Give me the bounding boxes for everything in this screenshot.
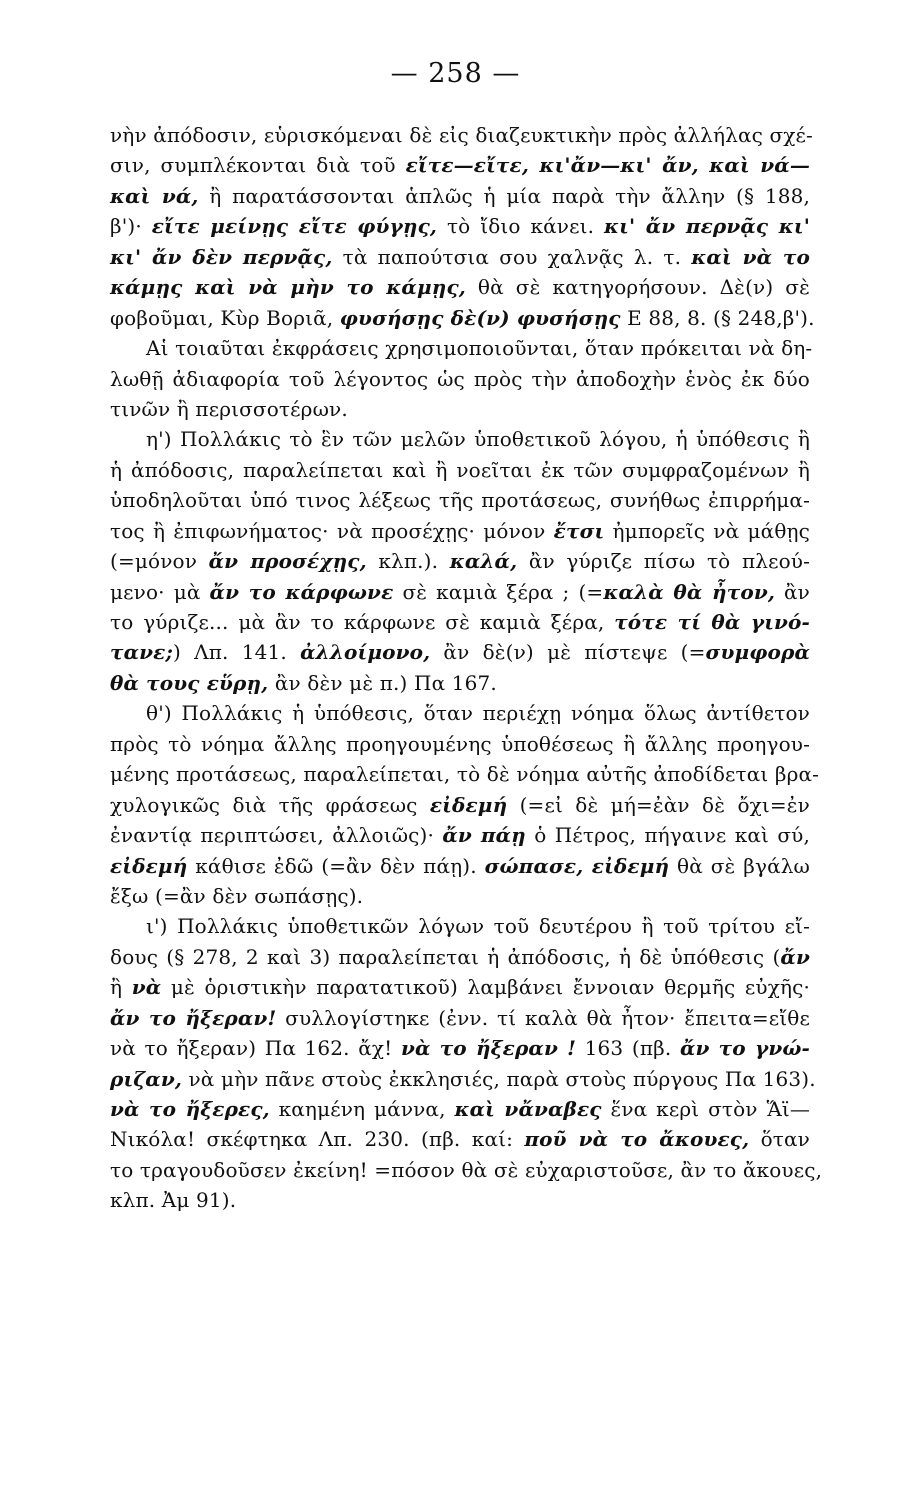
emphasized-phrase: τότε τί θὰ γινό- [614,610,810,634]
text-line [110,516,810,546]
text-run: (=εἰ δὲ μή=ἐὰν δὲ ὄχι=ἐν [507,792,810,817]
text-run: καημένη μάννα, [269,1097,455,1121]
body-text [110,120,823,1216]
emphasized-phrase: εἴτε—εἴτε, κι'ἄν—κι' ἄν, καὶ νά— [405,153,810,178]
text-run: νὰ μὴν πᾶνε στοὺς ἐκκλησιές, παρὰ στοὺς πύργους Πα 163). [181,1066,816,1091]
text-line [110,120,813,150]
text-line [110,394,810,424]
emphasized-phrase: νὰ το ἤξερες, [110,1097,270,1121]
text-run: θὰ σὲ κατηγορήσουν. Δὲ(ν) σὲ [465,275,810,300]
text-line [110,1155,823,1185]
text-run: λωθῇ ἀδιαφορία τοῦ λέγοντος ὡς πρὸς τὴν ἀποδοχὴν ἑνὸς ἐκ δύο [110,366,810,391]
text-line [110,607,810,637]
emphasized-phrase: ριζαν, [110,1066,182,1091]
text-run: το γύριζε... μὰ ἂν το κάρφωνε σὲ καμιὰ ξέρα, [110,610,615,634]
text-line [110,1094,810,1124]
text-run: ἡ ἀπόδοσις, παραλείπεται καὶ ἢ νοεῖται ἐκ τῶν συμφραζομένων ἢ [110,457,810,482]
text-line [110,577,810,607]
text-line [110,455,810,485]
text-run: η') Πολλάκις τὸ ἓν τῶν μελῶν ὑποθετικοῦ λόγου, ἡ ὑπόθεσις ἢ [146,427,810,452]
text-line [110,181,810,211]
emphasized-phrase: ποῦ νὰ το ἄκουες, [524,1127,750,1152]
text-run: κλπ. Ἀμ 91). [110,1188,237,1213]
text-run: 163 (πβ. [576,1036,680,1061]
text-run: νὴν ἀπόδοσιν, εὑρισκόμεναι δὲ εἰς διαζευκτικὴν πρὸς ἀλλήλας σχέ- [110,123,813,147]
emphasized-phrase: θὰ τους εὕρῃ, [110,670,269,695]
text-run: κάθισε ἐδῶ (=ἂν δὲν πάῃ). [187,853,485,878]
text-run: ) Λπ. 141. [173,640,301,665]
text-line [110,1064,816,1094]
text-line [110,637,810,667]
emphasized-phrase: νὰ [131,975,162,1000]
emphasized-phrase: ἀλλοίμονο, [300,640,431,665]
emphasized-phrase: ἄν το γνώ- [679,1036,810,1061]
text-run: ἢ παρατάσσονται ἁπλῶς ἡ μία παρὰ τὴν ἄλλην (§ 188, [198,183,810,208]
text-run: Αἱ τοιαῦται ἐκφράσεις χρησιμοποιοῦνται, ὅταν πρόκειται νὰ δη- [146,336,813,361]
text-line [110,546,810,576]
text-line [110,911,810,941]
emphasized-phrase: ἄν το ἤξεραν! [110,1005,277,1030]
text-run: ὑποδηλοῦται ὑπό τινος λέξεως τῆς προτάσεως, συνήθως ἐπιρρήμα- [110,488,810,513]
text-run: σὲ καμιὰ ξέρα ; (= [393,579,604,604]
emphasized-phrase: καλά, [449,549,518,574]
emphasized-phrase: καὶ νἄναβες [454,1097,602,1121]
text-run: τὸ ἴδιο κάνει. [437,214,605,239]
text-run: ι') Πολλάκις ὑποθετικῶν λόγων τοῦ δευτέρου ἢ τοῦ τρίτου εἴ- [146,914,810,939]
text-run: ἔξω (=ἂν δὲν σωπάσῃς). [110,883,364,908]
text-run: τινῶν ἢ περισσοτέρων. [110,396,348,421]
emphasized-phrase: κάμῃς καὶ νὰ μὴν το κάμῃς, [110,275,466,300]
emphasized-phrase: σώπασε, εἰδεμή [484,853,670,878]
text-line [110,698,810,728]
text-line [110,790,810,820]
text-run: ἠμπορεῖς νὰ μάθῃς [604,518,810,543]
text-line [110,668,810,698]
text-line [110,1124,810,1154]
text-line [110,1185,810,1215]
text-line [110,303,815,333]
emphasized-phrase: καλὰ θὰ ἦτον, [603,579,775,604]
emphasized-phrase: ἔτσι [553,518,605,543]
text-line [110,1033,810,1063]
text-run: τὰ παπούτσια σου χαλνᾷς λ. τ. [332,244,692,269]
text-run: ἂν δὲ(ν) μὲ πίστεψε (= [430,640,706,665]
text-run: το τραγουδοῦσεν ἐκείνη! =πόσον θὰ σὲ εὐχαριστοῦσε, ἂν το ἄκουες, [110,1157,823,1182]
text-line [110,211,810,241]
text-line [110,364,810,394]
text-run: Ε 88, 8. (§ 248,β'). [620,305,815,330]
text-run: μένης προτάσεως, παραλείπεται, τὸ δὲ νόημα αὐτῆς ἀποδίδεται βρα- [110,762,820,787]
text-line [110,729,810,759]
text-line [110,942,810,972]
text-run: συλλογίστηκε (ἐνν. τί καλὰ θὰ ἦτον· ἔπειτα=εἴθε [276,1005,810,1030]
text-line [110,242,810,272]
text-run: νὰ το ἤξεραν) Πα 162. ἄχ! [110,1036,401,1061]
text-run: πρὸς τὸ νόημα ἄλλης προηγουμένης ὑποθέσεως ἢ ἄλλης προηγου- [110,731,810,756]
emphasized-phrase: νὰ το ἤξεραν ! [400,1036,577,1061]
emphasized-phrase: ἄν προσέχῃς, [208,549,367,574]
text-line [110,333,813,363]
text-run: τος ἢ ἐπιφωνήματος· νὰ προσέχῃς· μόνον [110,518,554,543]
text-run: φοβοῦμαι, Κὺρ Βοριᾶ, [110,305,340,330]
emphasized-phrase: ἄν [780,944,810,969]
text-run: μενο· μὰ [110,579,210,604]
emphasized-phrase: εἴτε μείνῃς εἴτε φύγῃς, [151,214,438,239]
text-run: ἐναντίᾳ περιπτώσει, ἀλλοιῶς)· [110,823,443,848]
text-run: (=μόνον [110,549,209,574]
text-run: κλπ.). [366,549,450,574]
text-run: δους (§ 278, 2 καὶ 3) παραλείπεται ἡ ἀπόδοσις, ἡ δὲ ὑπόθεσις ( [110,944,781,969]
text-line [110,820,810,850]
emphasized-phrase: κι' ἄν περνᾷς κι' [604,214,810,239]
text-run: ἂν γύριζε πίσω τὸ πλεού- [517,549,810,574]
text-line [110,272,810,302]
text-line [110,1003,810,1033]
emphasized-phrase: εἰδεμή [429,792,508,817]
text-run: β')· [110,214,152,239]
emphasized-phrase: καὶ νά, [110,183,199,208]
text-run: ἂν δὲν μὲ π.) Πα 167. [268,670,497,695]
page-number: — 258 — [390,58,521,89]
emphasized-phrase: τανε; [110,640,174,665]
text-run: ἕνα κερὶ στὸν Ἅϊ— [601,1097,810,1121]
text-line [110,150,810,180]
text-run: χυλογικῶς διὰ τῆς φράσεως [110,792,430,817]
text-line [110,424,810,454]
text-run: ἢ [110,975,132,1000]
emphasized-phrase: καὶ νὰ το [691,244,810,269]
text-line [110,759,820,789]
text-line [110,881,810,911]
text-line [110,485,810,515]
text-run: μὲ ὁριστικὴν παρατατικοῦ) λαμβάνει ἔννοιαν θερμῆς εὐχῆς· [161,975,811,1000]
emphasized-phrase: συμφορὰ [705,640,810,665]
emphasized-phrase: φυσήσῃς δὲ(ν) φυσήσῃς [339,305,621,330]
text-run: θ') Πολλάκις ἡ ὑπόθεσις, ὅταν περιέχῃ νόημα ὅλως ἀντίθετον [146,701,810,726]
emphasized-phrase: εἰδεμή [110,853,188,878]
emphasized-phrase: κι' ἄν δὲν περνᾷς, [110,244,333,269]
emphasized-phrase: ἄν πάῃ [442,823,526,848]
text-run: σιν, συμπλέκονται διὰ τοῦ [110,153,406,178]
text-run: ὁ Πέτρος, πήγαινε καὶ σύ, [525,823,810,848]
text-line [110,972,810,1002]
text-run: θὰ σὲ βγάλω [669,853,811,878]
emphasized-phrase: ἄν το κάρφωνε [209,579,394,604]
text-run: Νικόλα! σκέφτηκα Λπ. 230. (πβ. καί: [110,1127,525,1152]
text-run: ὅταν [749,1127,810,1152]
text-line [110,851,810,881]
text-run: ἂν [774,579,810,604]
